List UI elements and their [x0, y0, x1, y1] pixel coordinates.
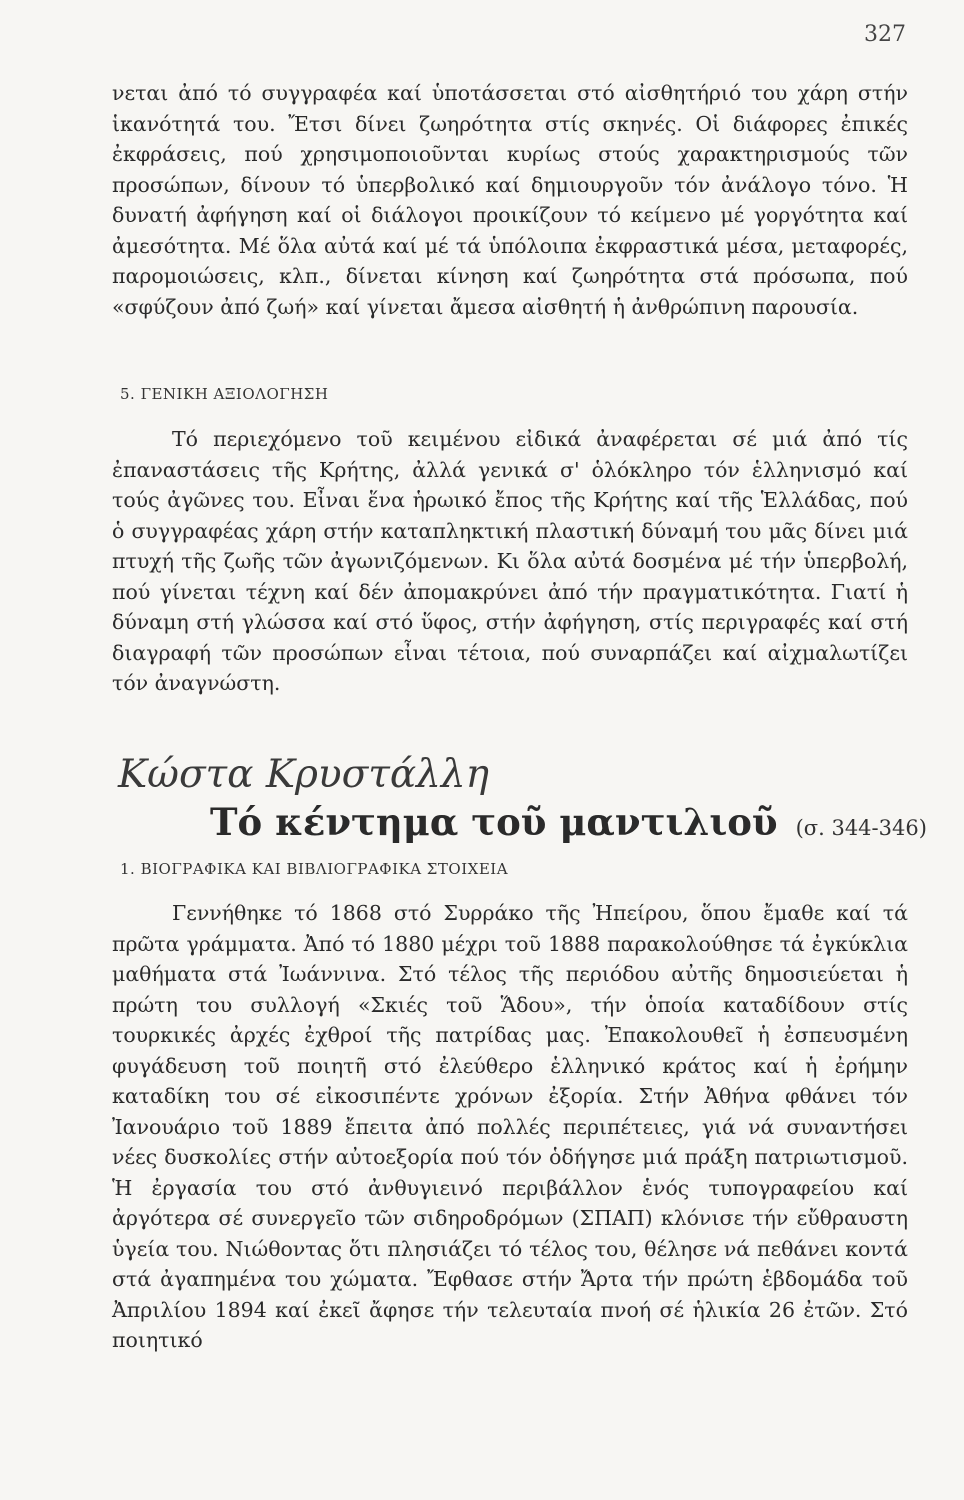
- section-heading-biography: 1. ΒΙΟΓΡΑΦΙΚΑ ΚΑΙ ΒΙΒΛΙΟΓΡΑΦΙΚΑ ΣΤΟΙΧΕΙΑ: [120, 860, 509, 878]
- paragraph-general-evaluation: Τό περιεχόμενο τοῦ κειμένου εἰδικά ἀναφέρεται σέ μιά ἀπό τίς ἐπαναστάσεις τῆς Κρήτης, ἀλλά γενικά σ' ὁλόκληρο τόν ἑλληνισμό καί τούς ἀγῶνες του. Εἶναι ἕνα ἡρωικό ἔπος τῆς Κρήτης καί τῆς Ἑλλάδας, πού ὁ συγγραφέας χάρη στήν καταπληκτική πλαστική δύναμή του μᾶς δίνει μιά πτυχή τῆς ζωῆς τῶν ἀγωνιζόμενων. Κι ὅλα αὐτά δοσμένα μέ τήν ὑπερβολή, πού γίνεται τέχνη καί δέν ἀπομακρύνει ἀπό τήν πραγματικότητα. Γιατί ἡ δύναμη στή γλώσσα καί στό ὕφος, στήν ἀφήγηση, στίς περιγραφές καί στή διαγραφή τῶν προσώπων εἶναι τέτοια, πού συναρπάζει καί αἰχμαλωτίζει τόν ἀναγνώστη.: [112, 427, 908, 695]
- paragraph-biography: Γεννήθηκε τό 1868 στό Συρράκο τῆς Ἠπείρου, ὅπου ἔμαθε καί τά πρῶτα γράμματα. Ἀπό τό 1880 μέχρι τοῦ 1888 παρακολούθησε τά ἐγκύκλια μαθήματα στά Ἰωάννινα. Στό τέλος τῆς περιόδου αὐτῆς δημοσιεύεται ἡ πρώτη του συλλογή «Σκιές τοῦ Ἅδου», τήν ὁποία καταδίδουν στίς τουρκικές ἀρχές ἐχθροί τῆς πατρίδας μας. Ἐπακολουθεῖ ἡ ἐσπευσμένη φυγάδευση τοῦ ποιητῆ στό ἐλεύθερο ἑλληνικό κράτος καί ἡ ἐρήμην καταδίκη του σέ εἰκοσιπέντε χρόνων ἐξορία. Στήν Ἀθήνα φθάνει τόν Ἰανουάριο τοῦ 1889 ἔπειτα ἀπό πολλές περιπέτειες, γιά νά συναντήσει νέες δυσκολίες στήν αὐτοεξορία πού τόν ὁδήγησε μιά πράξη πατριωτισμοῦ. Ἡ ἐργασία του στό ἀνθυγιεινό περιβάλλον ἑνός τυπογραφείου καί ἀργότερα σέ συνεργεῖο τῶν σιδηροδρόμων (ΣΠΑΠ) κλόνισε τήν εὔθραυστη ὑγεία του. Νιώθοντας ὅτι πλησιάζει τό τέλος του, θέλησε νά πεθάνει κοντά στά ἀγαπημένα του χώματα. Ἔφθασε στήν Ἄρτα τήν πρώτη ἑβδομάδα τοῦ Ἀπριλίου 1894 καί ἐκεῖ ἄφησε τήν τελευταία πνοή σέ ἡλικία 26 ἐτῶν. Στό ποιητικό: [112, 901, 908, 1352]
- work-title: Τό κέντημα τοῦ μαντιλιοῦ: [210, 800, 778, 844]
- paragraph-narrative-analysis: νεται ἀπό τό συγγραφέα καί ὑποτάσσεται στό αἰσθητήριό του χάρη στήν ἱκανότητά του. Ἔτσι δίνει ζωηρότητα στίς σκηνές. Οἱ διάφορες ἐπικές ἐκφράσεις, πού χρησιμοποιοῦνται κυρίως στούς χαρακτηρισμούς τῶν προσώπων, δίνουν τό ὑπερβολικό καί δημιουργοῦν τόν ἀνάλογο τόνο. Ἡ δυνατή ἀφήγηση καί οἱ διάλογοι προικίζουν τό κείμενο μέ γοργότητα καί ἀμεσότητα. Μέ ὅλα αὐτά καί μέ τά ὑπόλοιπα ἐκφραστικά μέσα, μεταφορές, παρομοιώσεις, κλπ., δίνεται κίνηση καί ζωηρότητα στά πρόσωπα, πού «σφύζουν ἀπό ζωή» καί γίνεται ἄμεσα αἰσθητή ἡ ἀνθρώπινη παρουσία.: [112, 81, 908, 319]
- section-heading-general-evaluation: 5. ΓΕΝΙΚΗ ΑΞΙΟΛΟΓΗΣΗ: [120, 385, 329, 403]
- author-name: Κώστα Κρυστάλλη: [118, 752, 489, 797]
- page-number: 327: [864, 22, 906, 47]
- work-title-line: [210, 800, 927, 844]
- page-range: (σ. 344-346): [795, 816, 927, 840]
